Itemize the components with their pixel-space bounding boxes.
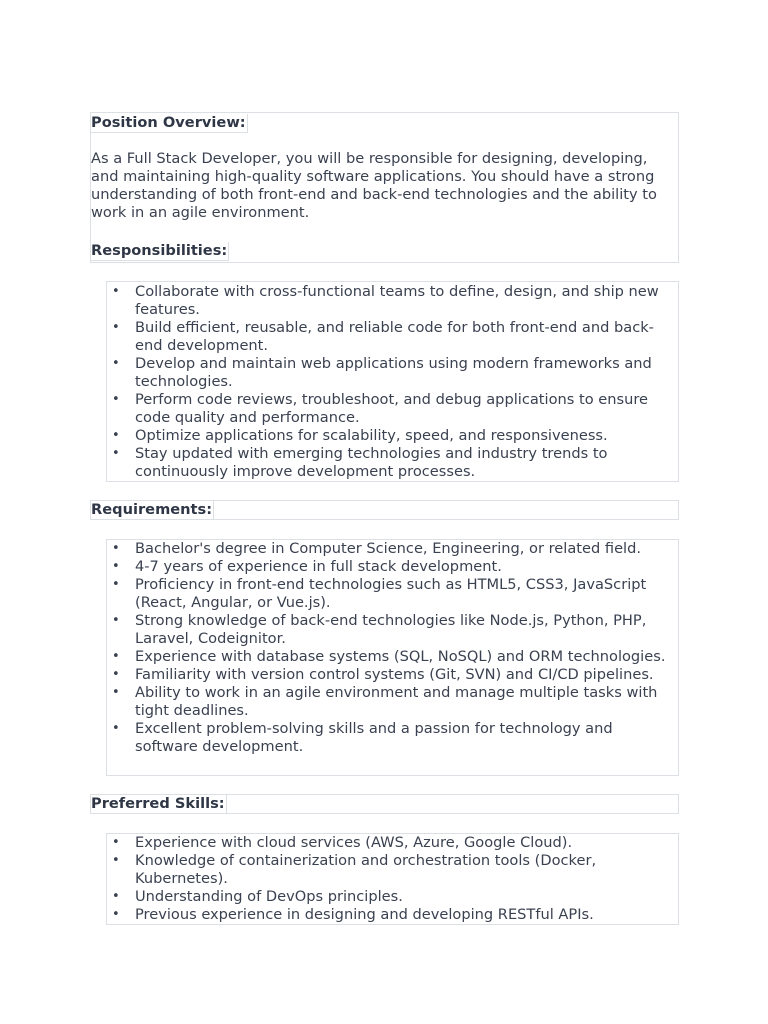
responsibilities-list-box [106, 281, 679, 482]
bullet-icon: • [112, 853, 120, 868]
list-item [107, 612, 678, 648]
list-item-text: Stay updated with emerging technologies and industry trends to continuously improve development processes. [135, 445, 608, 480]
bullet-icon: • [112, 685, 120, 700]
list-item-text: Collaborate with cross-functional teams to define, design, and ship new features. [135, 283, 659, 318]
bullet-icon: • [112, 559, 120, 574]
preferred-heading-box [90, 794, 679, 814]
bullet-icon: • [112, 446, 120, 461]
list-item [107, 720, 678, 756]
overview-section [90, 112, 679, 263]
bullet-icon: • [112, 649, 120, 664]
list-item-text: Bachelor's degree in Computer Science, Engineering, or related field. [135, 540, 641, 557]
bullet-icon: • [112, 320, 120, 335]
list-item-text: Familiarity with version control systems (Git, SVN) and CI/CD pipelines. [135, 666, 654, 683]
bullet-icon: • [112, 907, 120, 922]
list-item-text: Ability to work in an agile environment and manage multiple tasks with tight deadlines. [135, 684, 658, 719]
responsibilities-list [107, 283, 678, 481]
list-item-text: Proficiency in front-end technologies such as HTML5, CSS3, JavaScript (React, Angular, or Vue.js). [135, 576, 647, 611]
list-item [107, 648, 678, 666]
list-item [107, 391, 678, 427]
overview-heading: Position Overview: [91, 114, 246, 131]
list-item-text: 4-7 years of experience in full stack development. [135, 558, 502, 575]
bullet-icon: • [112, 577, 120, 592]
bullet-icon: • [112, 284, 120, 299]
list-item [107, 834, 678, 852]
preferred-list-box [106, 833, 679, 925]
list-item-text: Experience with database systems (SQL, NoSQL) and ORM technologies. [135, 648, 666, 665]
overview-text: As a Full Stack Developer, you will be responsible for designing, developing, and maintaining high-quality software applications. You should have a strong understanding of both front-end and back-end technologies and the ability to work in an agile environment. [91, 150, 657, 221]
bullet-icon: • [112, 667, 120, 682]
list-item-text: Understanding of DevOps principles. [135, 888, 403, 905]
list-item-text: Previous experience in designing and developing RESTful APIs. [135, 906, 594, 923]
list-item [107, 558, 678, 576]
list-item-text: Experience with cloud services (AWS, Azure, Google Cloud). [135, 834, 573, 851]
preferred-list [107, 834, 678, 924]
list-item [107, 576, 678, 612]
bullet-icon: • [112, 428, 120, 443]
list-item-text: Optimize applications for scalability, speed, and responsiveness. [135, 427, 608, 444]
responsibilities-heading: Responsibilities: [91, 242, 228, 259]
bullet-icon: • [112, 613, 120, 628]
list-item [107, 355, 678, 391]
bullet-icon: • [112, 541, 120, 556]
requirements-list [107, 540, 678, 756]
bullet-icon: • [112, 356, 120, 371]
bullet-icon: • [112, 889, 120, 904]
requirements-list-box [106, 539, 679, 776]
list-item [107, 888, 678, 906]
list-item [107, 319, 678, 355]
list-item [107, 445, 678, 481]
list-item [107, 283, 678, 319]
list-item [107, 906, 678, 924]
list-item-text: Strong knowledge of back-end technologies like Node.js, Python, PHP, Laravel, Codeignitor. [135, 612, 647, 647]
preferred-heading: Preferred Skills: [91, 795, 225, 812]
list-item-text: Perform code reviews, troubleshoot, and debug applications to ensure code quality and performance. [135, 391, 649, 426]
bullet-icon: • [112, 392, 120, 407]
requirements-heading-box [90, 500, 679, 520]
list-item [107, 684, 678, 720]
list-item [107, 852, 678, 888]
requirements-heading: Requirements: [91, 501, 213, 518]
bullet-icon: • [112, 835, 120, 850]
list-item-text: Develop and maintain web applications using modern frameworks and technologies. [135, 355, 652, 390]
list-item-text: Excellent problem-solving skills and a passion for technology and software development. [135, 720, 613, 755]
list-item-text: Knowledge of containerization and orchestration tools (Docker, Kubernetes). [135, 852, 597, 887]
list-item [107, 666, 678, 684]
bullet-icon: • [112, 721, 120, 736]
list-item [107, 540, 678, 558]
list-item-text: Build efficient, reusable, and reliable code for both front-end and back-end development. [135, 319, 654, 354]
list-item [107, 427, 678, 445]
